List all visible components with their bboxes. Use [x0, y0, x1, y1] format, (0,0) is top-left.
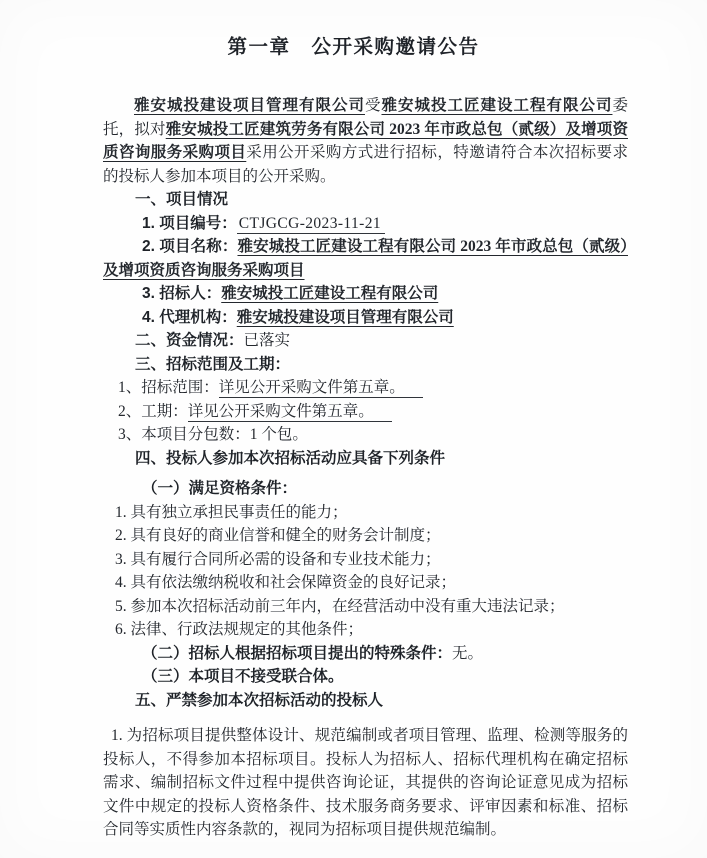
- project-number-row: [103, 212, 628, 236]
- section-4-heading: 四、投标人参加本次招标活动应具备下列条件: [135, 449, 446, 467]
- project-name-underlined: 雅安城投工匠建筑劳务有限公司 2023 年市政总包（贰级）及增项资质咨询服务采购项目: [103, 120, 628, 161]
- section-5-heading: 五、严禁参加本次招标活动的投标人: [135, 691, 384, 709]
- project-number-label: 1. 项目编号：: [142, 214, 237, 232]
- agency-row: [103, 306, 628, 330]
- project-number-value: CTJGCG-2023-11-21: [237, 215, 385, 234]
- funding-row: [103, 329, 628, 353]
- tenderee-name-underlined: 雅安城投工匠建设工程有限公司: [381, 97, 613, 114]
- duration-label: 2、工期：: [118, 402, 188, 420]
- bidder-label: 3. 招标人：: [142, 285, 222, 302]
- project-name-row: [103, 235, 628, 282]
- project-name-label: 2. 项目名称：: [142, 238, 238, 255]
- prohibition-paragraph: 1. 为招标项目提供整体设计、规范编制或者项目管理、监理、检测等服务的投标人，不得参加本招标项目。投标人为招标人、招标代理机构在确定招标需求、编制招标文件过程中提供咨询论证，其提供的咨询论证意见成为招标文件中规定的投标人资格条件、技术服务商务要求、评审因素和标准、招标合同等实质性内容条款的，视同为招标项目提供规范编制。: [103, 727, 628, 838]
- duration-row: [103, 400, 628, 424]
- packages-row: 3、本项目分包数：1 个包。: [118, 426, 308, 443]
- funding-status: 已落实: [243, 332, 291, 349]
- bidder-row: [103, 282, 628, 306]
- consortium-row: （三）本项目不接受联合体。: [142, 668, 344, 685]
- duration-value: 详见公开采购文件第五章。: [188, 403, 392, 422]
- section-2-heading: 二、资金情况：: [135, 332, 244, 349]
- agency-label: 4. 代理机构：: [142, 308, 237, 326]
- agency-value: 雅安城投建设项目管理有限公司: [236, 308, 454, 326]
- special-conditions-value: 无。: [452, 644, 484, 662]
- qualification-item-4: 4. 具有依法缴纳税收和社会保障资金的良好记录；: [115, 574, 457, 591]
- special-conditions-row: [103, 642, 628, 666]
- agency-name-underlined: 雅安城投建设项目管理有限公司: [134, 97, 365, 114]
- qualification-item-1: 1. 具有独立承担民事责任的能力；: [115, 503, 348, 521]
- intro-run-5: 采用公开采购方式进行招标，特邀请符合本次招标要求的投标人参加本项目的公开采购。: [103, 144, 628, 185]
- qualification-item-2: 2. 具有良好的商业信誉和健全的财务会计制度；: [115, 527, 441, 544]
- section-1-heading: 一、项目情况: [135, 191, 229, 208]
- scope-row: [103, 376, 628, 400]
- qualification-item-6: 6. 法律、行政法规规定的其他条件；: [115, 621, 364, 638]
- page-title: 第一章 公开采购邀请公告: [227, 36, 480, 58]
- intro-run-1: 受: [364, 97, 382, 114]
- qualification-heading: （一）满足资格条件：: [142, 480, 298, 497]
- project-name-value: 雅安城投工匠建设工程有限公司 2023 年市政总包（贰级）及增项资质咨询服务采购项目: [103, 238, 628, 279]
- intro-run-3: 委托，拟对: [103, 97, 628, 138]
- bidder-value: 雅安城投工匠建设工程有限公司: [221, 285, 439, 302]
- qualification-item-5: 5. 参加本次招标活动前三年内，在经营活动中没有重大违法记录；: [115, 597, 565, 615]
- special-conditions-label: （二）招标人根据招标项目提出的特殊条件：: [142, 644, 453, 662]
- scope-value: 详见公开采购文件第五章。: [219, 379, 423, 398]
- intro-paragraph: [103, 94, 628, 188]
- scope-label: 1、招标范围：: [118, 379, 219, 396]
- section-3-heading: 三、招标范围及工期：: [135, 355, 291, 373]
- qualification-item-3: 3. 具有履行合同所必需的设备和专业技术能力；: [115, 550, 441, 568]
